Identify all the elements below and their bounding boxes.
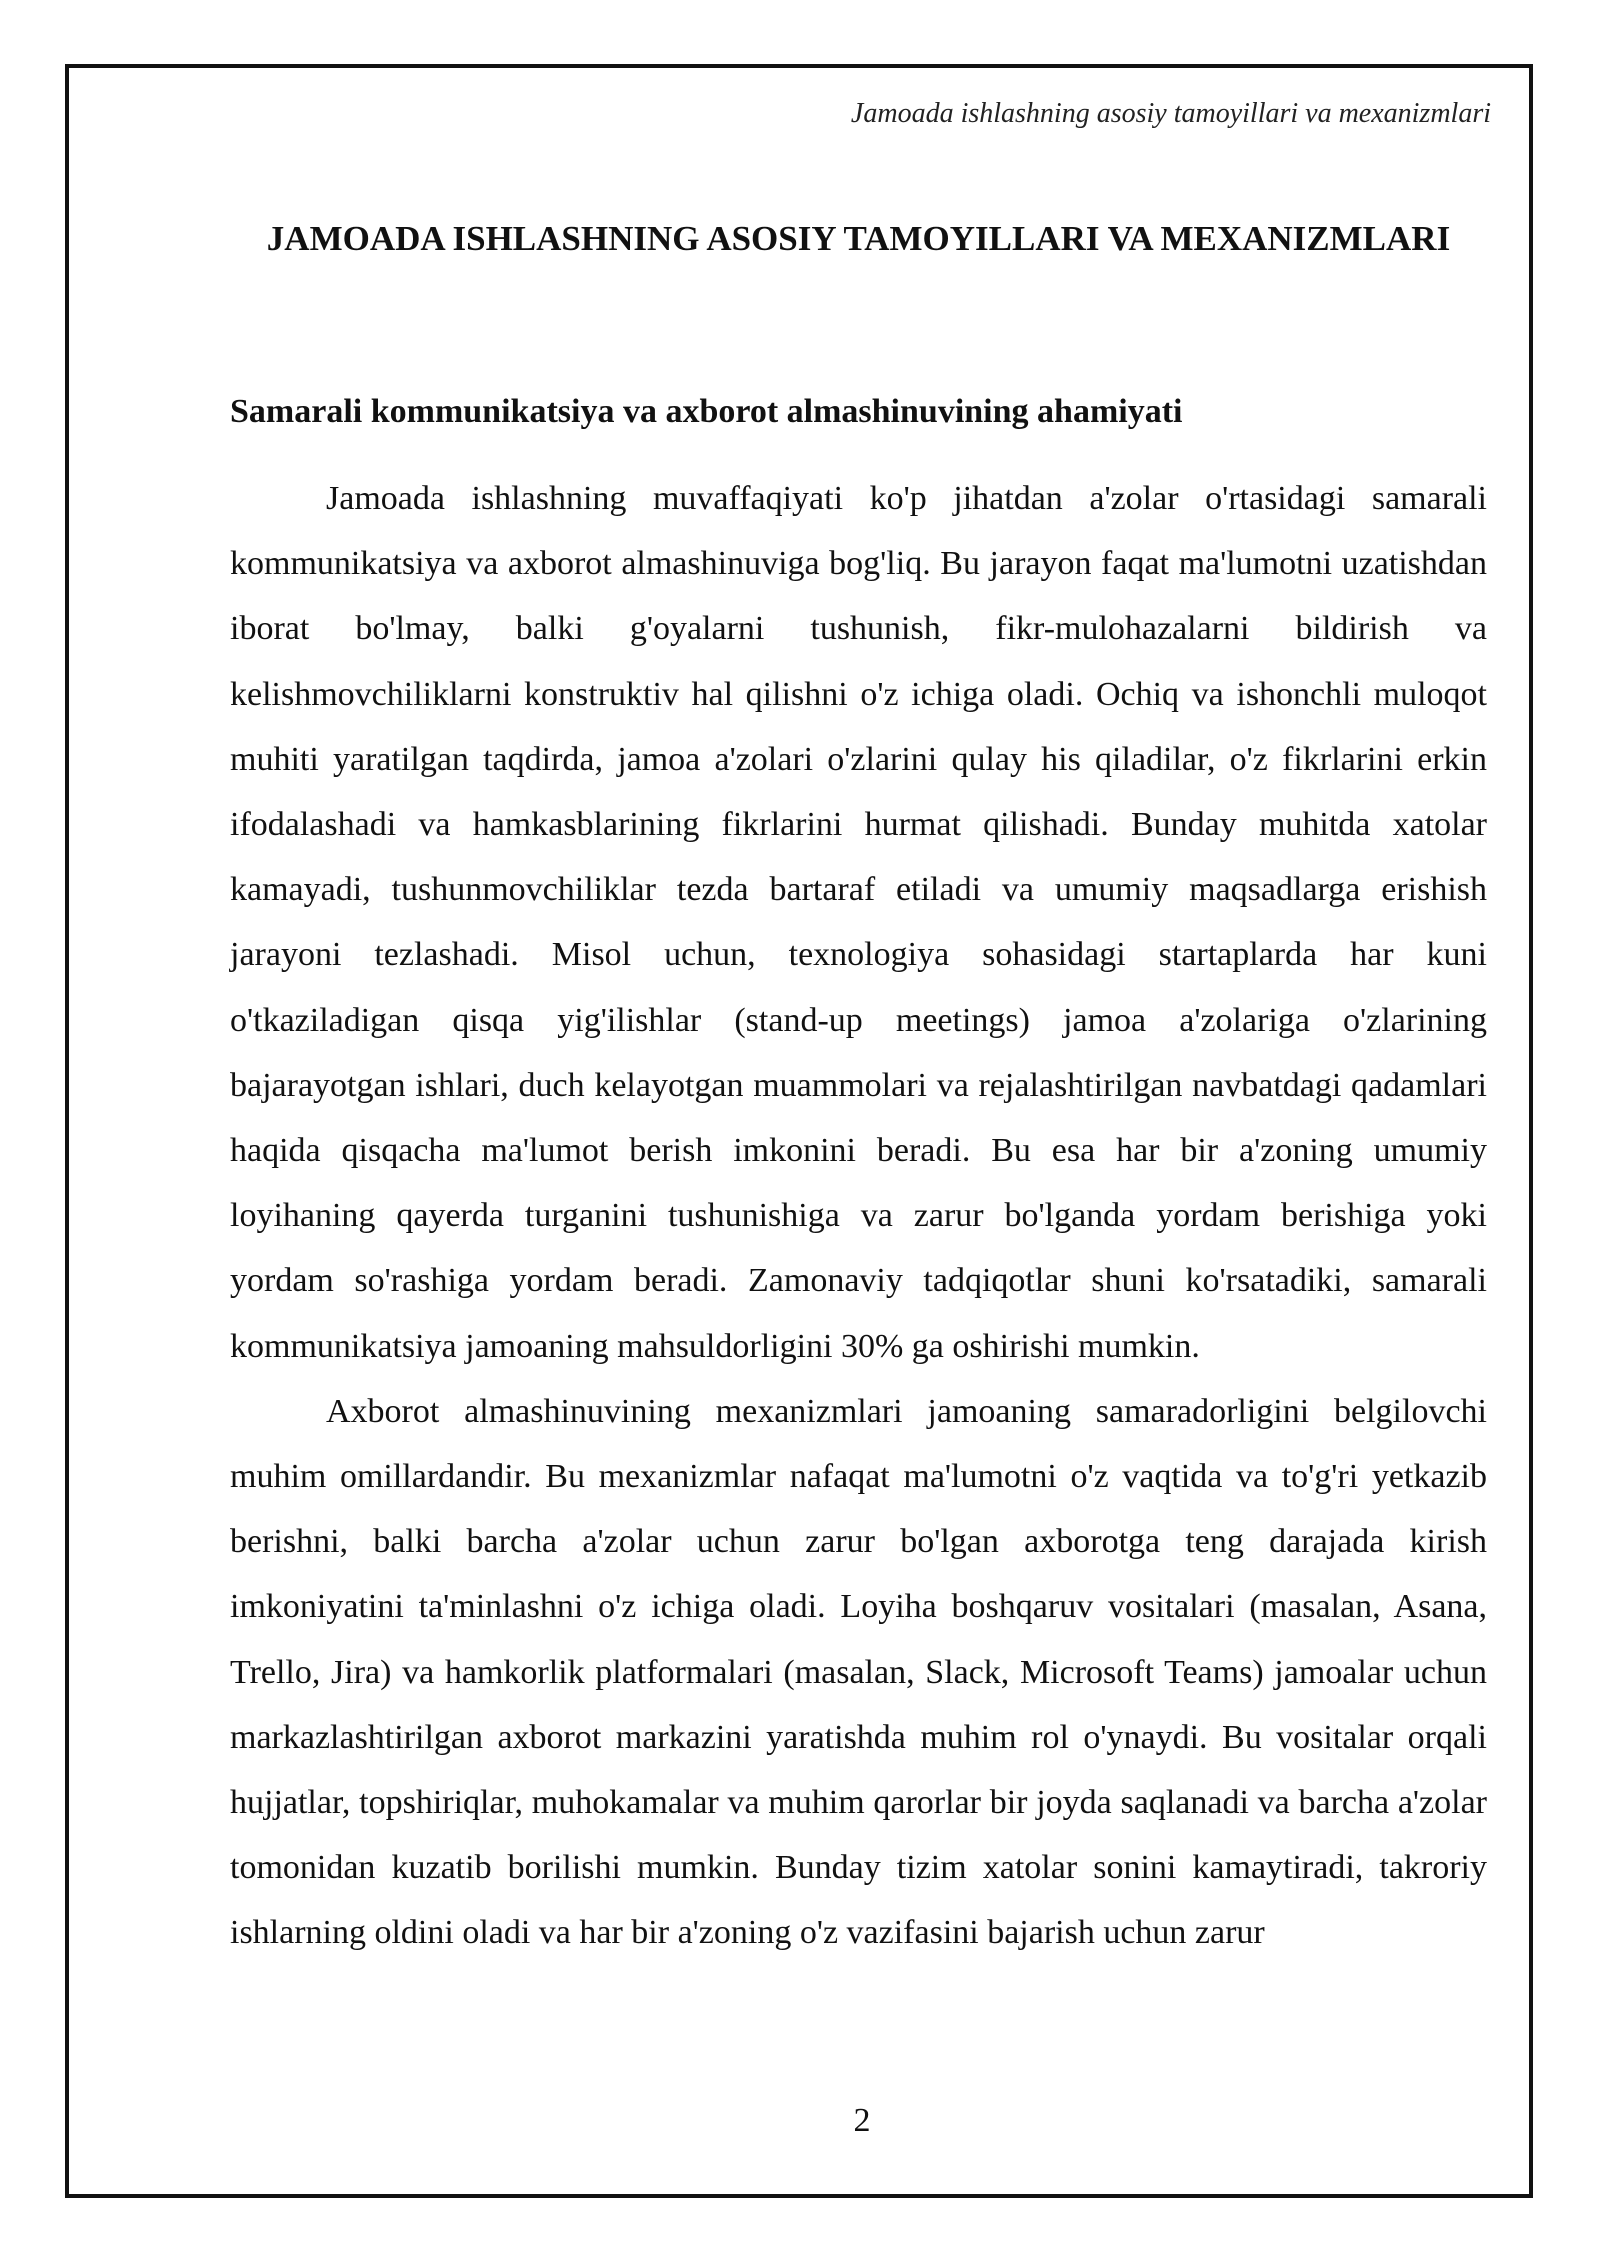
document-title: JAMOADA ISHLASHNING ASOSIY TAMOYILLARI VA MEXANIZMLARI — [266, 219, 1451, 258]
body-text — [230, 466, 1487, 1966]
section-heading: Samarali kommunikatsiya va axborot almashinuvining ahamiyati — [230, 393, 1183, 430]
paragraph: Axborot almashinuvining mexanizmlari jamoaning samaradorligini belgilovchi muhim omillardandir. Bu mexanizmlar nafaqat ma'lumotni o'z vaqtida va to'g'ri yetkazib berishni, balki barcha a'zolar uchun zarur bo'lgan axborotga teng darajada kirish imkoniyatini ta'minlashni o'z ichiga oladi. Loyiha boshqaruv vositalari (masalan, Asana, Trello, Jira) va hamkorlik platformalari (masalan, Slack, Microsoft Teams) jamoalar uchun markazlashtirilgan axborot markazini yaratishda muhim rol o'ynaydi. Bu vositalar orqali hujjatlar, topshiriqlar, muhokamalar va muhim qarorlar bir joyda saqlanadi va barcha a'zolar tomonidan kuzatib borilishi mumkin. Bunday tizim xatolar sonini kamaytiradi, takroriy ishlarning oldini oladi va har bir a'zoning o'z vazifasini bajarish uchun zarur — [230, 1392, 1487, 1952]
running-header: Jamoada ishlashning asosiy tamoyillari va mexanizmlari — [850, 98, 1491, 129]
page-number: 2 — [853, 2102, 871, 2139]
paragraph: Jamoada ishlashning muvaffaqiyati ko'p jihatdan a'zolar o'rtasidagi samarali kommunikatsiya va axborot almashinuviga bog'liq. Bu jarayon faqat ma'lumotni uzatishdan iborat bo'lmay, balki g'oyalarni tushunish, fikr-mulohazalarni bildirish va kelishmovchiliklarni konstruktiv hal qilishni o'z ichiga oladi. Ochiq va ishonchli muloqot muhiti yaratilgan taqdirda, jamoa a'zolari o'zlarini qulay his qiladilar, o'z fikrlarini erkin ifodalashadi va hamkasblarining fikrlarini hurmat qilishadi. Bunday muhitda xatolar kamayadi, tushunmovchiliklar tezda bartaraf etiladi va umumiy maqsadlarga erishish jarayoni tezlashadi. Misol uchun, texnologiya sohasidagi startaplarda har kuni o'tkaziladigan qisqa yig'ilishlar (stand-up meetings) jamoa a'zolariga o'zlarining bajarayotgan ishlari, duch kelayotgan muammolari va rejalashtirilgan navbatdagi qadamlari haqida qisqacha ma'lumot berish imkonini beradi. Bu esa har bir a'zoning umumiy loyihaning qayerda turganini tushunishiga va zarur bo'lganda yordam berishiga yoki yordam so'rashiga yordam beradi. Zamonaviy tadqiqotlar shuni ko'rsatadiki, samarali kommunikatsiya jamoaning mahsuldorligini 30% ga oshirishi mumkin. — [230, 480, 1487, 1365]
